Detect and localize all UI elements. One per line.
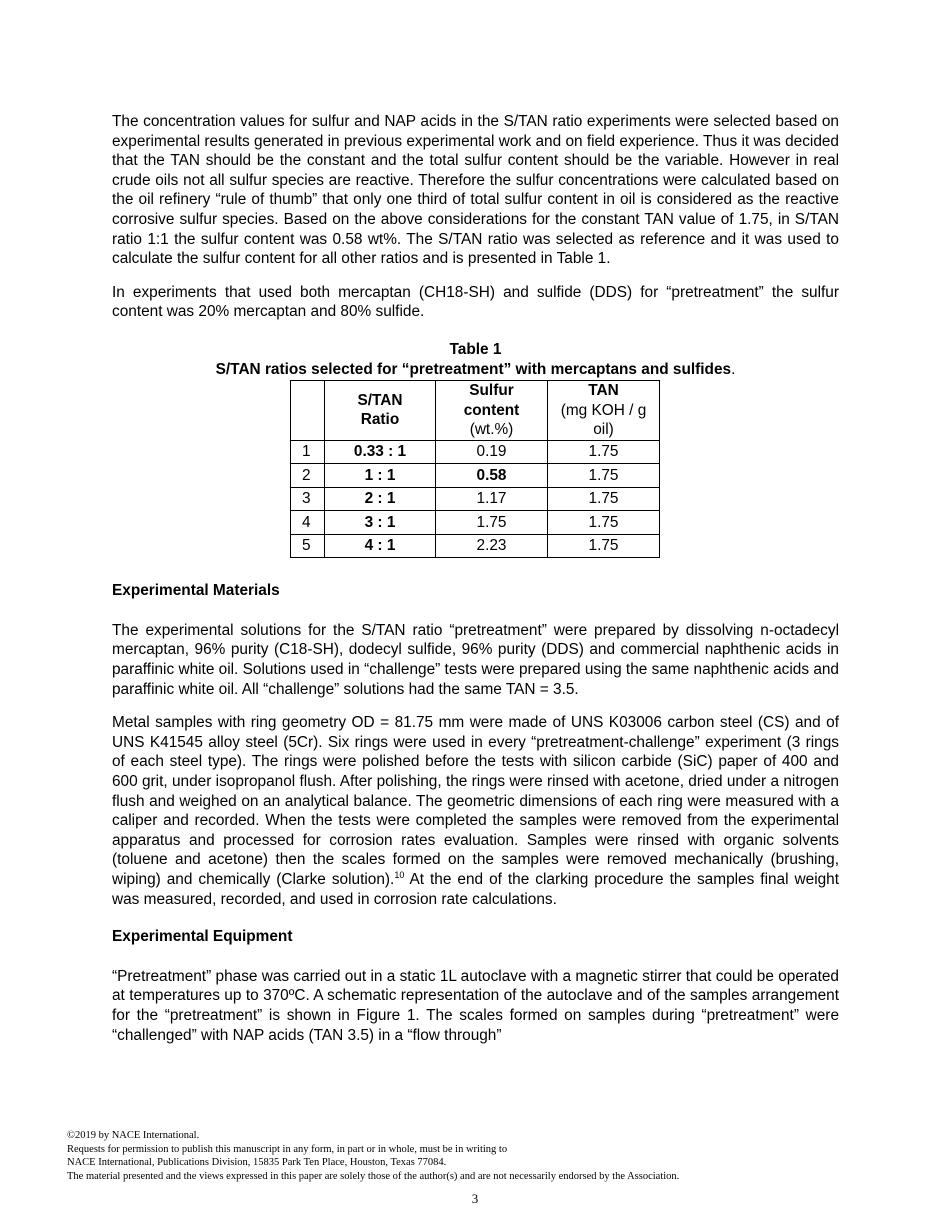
table-title-period: . <box>731 360 736 378</box>
row-ratio: 1 : 1 <box>325 464 436 488</box>
row-index: 4 <box>291 511 325 535</box>
header-index <box>291 380 325 440</box>
table-row <box>291 464 660 488</box>
row-tan: 1.75 <box>548 464 660 488</box>
s-tan-ratio-table <box>290 380 660 558</box>
row-sulfur: 0.19 <box>436 440 548 464</box>
footer-address: NACE International, Publications Division, 15835 Park Ten Place, Houston, Texas 77084. <box>67 1157 447 1169</box>
table-row <box>291 511 660 535</box>
paragraph-mercaptan-sulfide: In experiments that used both mercaptan (CH18-SH) and sulfide (DDS) for “pretreatment” the sulfur content was 20% mercaptan and 80% sulfide. <box>112 283 839 321</box>
row-index: 1 <box>291 440 325 464</box>
row-sulfur: 0.58 <box>436 464 548 488</box>
copyright-footer <box>67 1129 883 1183</box>
header-tan-line3: oil) <box>593 421 614 439</box>
table-caption <box>112 340 839 380</box>
row-ratio: 2 : 1 <box>325 487 436 511</box>
body-content <box>112 112 839 1059</box>
row-tan: 1.75 <box>548 440 660 464</box>
row-tan: 1.75 <box>548 487 660 511</box>
row-ratio: 3 : 1 <box>325 511 436 535</box>
header-sulfur-content <box>436 380 548 440</box>
footer-copyright: ©2019 by NACE International. <box>67 1130 200 1141</box>
header-ratio-line2: Ratio <box>360 411 400 429</box>
row-sulfur: 1.17 <box>436 487 548 511</box>
paragraph-metal-samples-text-b: At the end of the clarking procedure the samples final weight was measured, recorded, and used in corrosion rate calculations. <box>112 870 840 908</box>
row-index: 3 <box>291 487 325 511</box>
header-ratio-line1: S/TAN <box>357 391 403 409</box>
page-number: 3 <box>471 1191 479 1206</box>
paragraph-metal-samples-text-a: Metal samples with ring geometry OD = 81.75 mm were made of UNS K03006 carbon steel (CS) and of UNS K41545 alloy steel (5Cr). Six rings were used in every “pretreatment-challenge” experiment (3 rings of each steel type). The rings were polished before the tests with silicon carbide (SiC) paper of 400 and 600 grit, under isopropanol flush. After polishing, the rings were rinsed with acetone, dried under a nitrogen flush and weighed on an analytical balance. The geometric dimensions of each ring were measured with a caliper and recorded. When the tests were completed the samples were removed from the experimental apparatus and processed for corrosion rates evaluation. Samples were rinsed with organic solvents (toluene and acetone) then the scales formed on the samples were removed mechanically (brushing, wiping) and chemically (Clarke solution). <box>112 714 839 888</box>
header-tan <box>548 380 660 440</box>
paragraph-pretreatment-phase: “Pretreatment” phase was carried out in a static 1L autoclave with a magnetic stirrer that could be operated at temperatures up to 370ºC. A schematic representation of the autoclave and of the samples arrangement for the “pretreatment” is shown in Figure 1. The scales formed on samples during “pretreatment” were “challenged” with NAP acids (TAN 3.5) in a “flow through” <box>112 967 839 1044</box>
header-sulfur-line2: content <box>463 401 520 419</box>
table-header-row <box>291 380 660 440</box>
header-tan-line2: (mg KOH / g <box>560 401 647 419</box>
header-sulfur-line3: (wt.%) <box>469 421 514 439</box>
header-tan-line1: TAN <box>588 381 619 399</box>
header-sulfur-line1: Sulfur <box>469 381 514 399</box>
table-title <box>112 360 839 380</box>
paragraph-sulfur-concentration: The concentration values for sulfur and NAP acids in the S/TAN ratio experiments were selected based on experimental results generated in previous experimental work and on field experience. Thus it was decided that the TAN should be the constant and the total sulfur content should be the variable. However in real crude oils not all sulfur species are reactive. Therefore the sulfur concentrations were calculated based on the oil refinery “rule of thumb” that only one third of total sulfur content in oil is considered as the reactive corrosive sulfur species. Based on the above considerations for the constant TAN value of 1.75, in S/TAN ratio 1:1 the sulfur content was 0.58 wt%. The S/TAN ratio was selected as reference and it was used to calculate the sulfur content for all other ratios and is presented in Table 1. <box>112 113 839 268</box>
table-row <box>291 440 660 464</box>
table-row <box>291 534 660 558</box>
table-number: Table 1 <box>449 340 502 358</box>
row-ratio: 0.33 : 1 <box>325 440 436 464</box>
table-title-text: S/TAN ratios selected for “pretreatment” with mercaptans and sulfides <box>215 360 732 378</box>
paragraph-metal-samples <box>112 713 839 909</box>
heading-experimental-materials: Experimental Materials <box>112 582 280 600</box>
footer-permission: Requests for permission to publish this manuscript in any form, in part or in whole, must be in writing to <box>67 1143 508 1155</box>
row-tan: 1.75 <box>548 534 660 558</box>
row-tan: 1.75 <box>548 511 660 535</box>
footer-disclaimer: The material presented and the views expressed in this paper are solely those of the author(s) and are not necessarily endorsed by the Association. <box>67 1170 680 1182</box>
header-s-tan-ratio <box>325 380 436 440</box>
reference-superscript: 10 <box>394 869 405 880</box>
heading-experimental-equipment: Experimental Equipment <box>112 928 293 946</box>
row-index: 2 <box>291 464 325 488</box>
row-ratio: 4 : 1 <box>325 534 436 558</box>
row-index: 5 <box>291 534 325 558</box>
paragraph-solutions: The experimental solutions for the S/TAN ratio “pretreatment” were prepared by dissolving n-octadecyl mercaptan, 96% purity (C18-SH), dodecyl sulfide, 96% purity (DDS) and commercial naphthenic acids in paraffinic white oil. Solutions used in “challenge” tests were prepared using the same naphthenic acids and paraffinic white oil. All “challenge” solutions had the same TAN = 3.5. <box>112 621 839 698</box>
table-row <box>291 487 660 511</box>
row-sulfur: 1.75 <box>436 511 548 535</box>
row-sulfur: 2.23 <box>436 534 548 558</box>
